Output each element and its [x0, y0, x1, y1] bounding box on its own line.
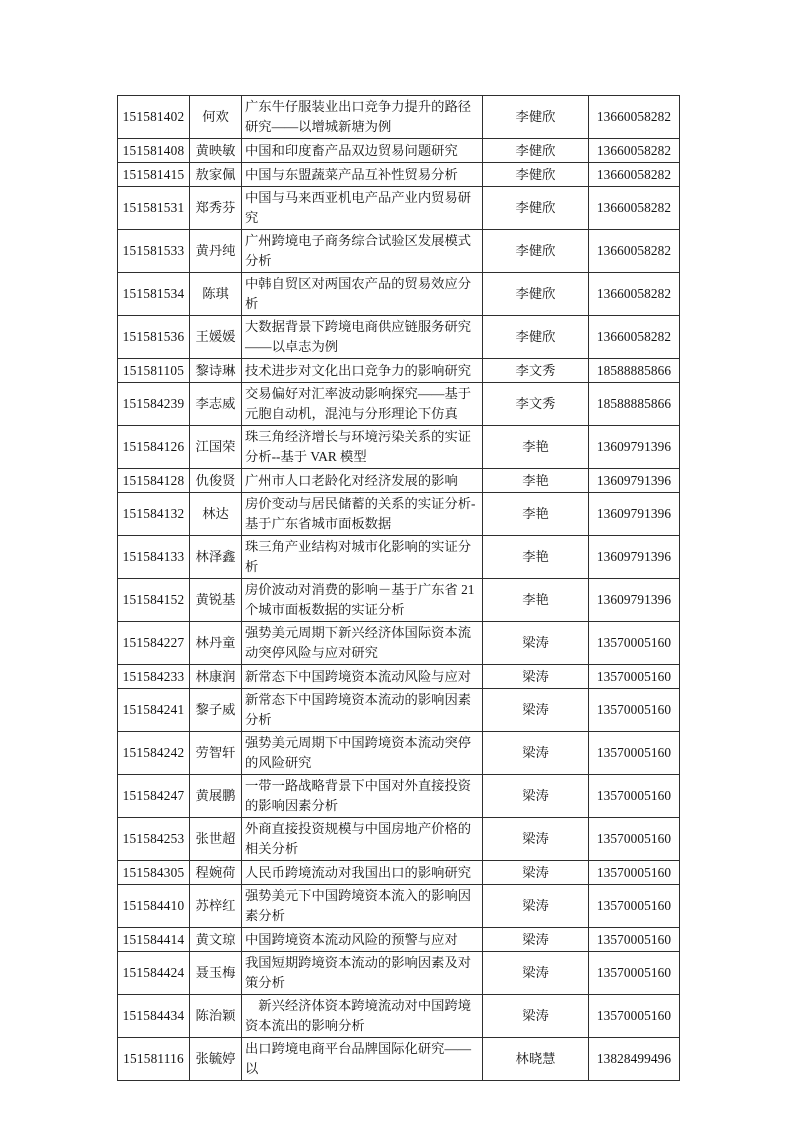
phone-cell: 13828499496	[589, 1038, 680, 1081]
phone-cell: 18588885866	[589, 383, 680, 426]
advisor-cell: 梁涛	[483, 928, 589, 952]
student-name-cell: 黄展鹏	[190, 775, 242, 818]
advisor-cell: 李健欣	[483, 273, 589, 316]
roster-row	[118, 187, 680, 230]
advisor-cell: 梁涛	[483, 665, 589, 689]
phone-cell: 13570005160	[589, 861, 680, 885]
thesis-title-cell: 交易偏好对汇率波动影响探究——基于元胞自动机，混沌与分形理论下仿真	[242, 383, 483, 426]
roster-row	[118, 689, 680, 732]
thesis-title-cell: 中国与东盟蔬菜产品互补性贸易分析	[242, 163, 483, 187]
advisor-cell: 梁涛	[483, 732, 589, 775]
thesis-title-cell: 中国跨境资本流动风险的预警与应对	[242, 928, 483, 952]
roster-row	[118, 995, 680, 1038]
advisor-cell: 李健欣	[483, 316, 589, 359]
student-id-cell: 151581116	[118, 1038, 190, 1081]
student-id-cell: 151584241	[118, 689, 190, 732]
roster-table-wrap	[117, 95, 679, 1081]
roster-row	[118, 579, 680, 622]
roster-row	[118, 96, 680, 139]
advisor-cell: 李健欣	[483, 187, 589, 230]
thesis-title-cell: 广州市人口老龄化对经济发展的影响	[242, 469, 483, 493]
phone-cell: 13660058282	[589, 163, 680, 187]
advisor-cell: 林晓慧	[483, 1038, 589, 1081]
phone-cell: 18588885866	[589, 359, 680, 383]
student-name-cell: 陈琪	[190, 273, 242, 316]
thesis-title-cell: 新常态下中国跨境资本流动的影响因素分析	[242, 689, 483, 732]
thesis-title-cell: 中韩自贸区对两国农产品的贸易效应分析	[242, 273, 483, 316]
thesis-title-cell: 一带一路战略背景下中国对外直接投资的影响因素分析	[242, 775, 483, 818]
student-name-cell: 仇俊贤	[190, 469, 242, 493]
phone-cell: 13660058282	[589, 139, 680, 163]
student-name-cell: 黎子威	[190, 689, 242, 732]
roster-row	[118, 1038, 680, 1081]
phone-cell: 13570005160	[589, 952, 680, 995]
roster-row	[118, 665, 680, 689]
thesis-title-cell: 新兴经济体资本跨境流动对中国跨境资本流出的影响分析	[242, 995, 483, 1038]
advisor-cell: 李艳	[483, 426, 589, 469]
student-name-cell: 程婉荷	[190, 861, 242, 885]
student-name-cell: 劳智轩	[190, 732, 242, 775]
student-name-cell: 李志威	[190, 383, 242, 426]
phone-cell: 13570005160	[589, 732, 680, 775]
thesis-title-cell: 珠三角产业结构对城市化影响的实证分析	[242, 536, 483, 579]
roster-row	[118, 928, 680, 952]
roster-row	[118, 163, 680, 187]
advisor-cell: 李健欣	[483, 96, 589, 139]
phone-cell: 13660058282	[589, 273, 680, 316]
roster-row	[118, 952, 680, 995]
advisor-cell: 梁涛	[483, 689, 589, 732]
student-name-cell: 苏梓红	[190, 885, 242, 928]
student-id-cell: 151584253	[118, 818, 190, 861]
advisor-cell: 梁涛	[483, 952, 589, 995]
student-name-cell: 林达	[190, 493, 242, 536]
roster-row	[118, 469, 680, 493]
thesis-title-cell: 房价波动对消费的影响－基于广东省 21 个城市面板数据的实证分析	[242, 579, 483, 622]
roster-row	[118, 316, 680, 359]
student-id-cell: 151581533	[118, 230, 190, 273]
student-name-cell: 黄映敏	[190, 139, 242, 163]
phone-cell: 13660058282	[589, 187, 680, 230]
phone-cell: 13570005160	[589, 689, 680, 732]
student-id-cell: 151584414	[118, 928, 190, 952]
advisor-cell: 李健欣	[483, 163, 589, 187]
student-name-cell: 敖家佩	[190, 163, 242, 187]
roster-row	[118, 861, 680, 885]
student-id-cell: 151584424	[118, 952, 190, 995]
student-id-cell: 151581536	[118, 316, 190, 359]
advisor-cell: 李文秀	[483, 383, 589, 426]
student-name-cell: 江国荣	[190, 426, 242, 469]
thesis-title-cell: 中国与马来西亚机电产品产业内贸易研究	[242, 187, 483, 230]
phone-cell: 13570005160	[589, 995, 680, 1038]
student-name-cell: 黎诗琳	[190, 359, 242, 383]
phone-cell: 13609791396	[589, 426, 680, 469]
roster-row	[118, 885, 680, 928]
student-id-cell: 151584133	[118, 536, 190, 579]
advisor-cell: 李艳	[483, 579, 589, 622]
student-id-cell: 151584239	[118, 383, 190, 426]
student-name-cell: 聂玉梅	[190, 952, 242, 995]
student-id-cell: 151581402	[118, 96, 190, 139]
phone-cell: 13570005160	[589, 928, 680, 952]
roster-row	[118, 818, 680, 861]
student-id-cell: 151584132	[118, 493, 190, 536]
advisor-cell: 梁涛	[483, 818, 589, 861]
roster-row	[118, 775, 680, 818]
phone-cell: 13609791396	[589, 469, 680, 493]
advisor-cell: 梁涛	[483, 861, 589, 885]
advisor-cell: 梁涛	[483, 622, 589, 665]
phone-cell: 13660058282	[589, 316, 680, 359]
student-id-cell: 151584128	[118, 469, 190, 493]
phone-cell: 13660058282	[589, 96, 680, 139]
thesis-title-cell: 技术进步对文化出口竞争力的影响研究	[242, 359, 483, 383]
student-name-cell: 郑秀芬	[190, 187, 242, 230]
phone-cell: 13570005160	[589, 885, 680, 928]
advisor-cell: 李艳	[483, 536, 589, 579]
thesis-title-cell: 广东牛仔服装业出口竞争力提升的路径研究——以增城新塘为例	[242, 96, 483, 139]
phone-cell: 13609791396	[589, 536, 680, 579]
roster-row	[118, 139, 680, 163]
student-id-cell: 151584410	[118, 885, 190, 928]
student-name-cell: 林泽鑫	[190, 536, 242, 579]
advisor-cell: 李健欣	[483, 139, 589, 163]
roster-row	[118, 622, 680, 665]
thesis-title-cell: 房价变动与居民储蓄的关系的实证分析-基于广东省城市面板数据	[242, 493, 483, 536]
student-name-cell: 何欢	[190, 96, 242, 139]
student-id-cell: 151584247	[118, 775, 190, 818]
student-name-cell: 张世超	[190, 818, 242, 861]
student-name-cell: 林丹童	[190, 622, 242, 665]
thesis-title-cell: 中国和印度畜产品双边贸易问题研究	[242, 139, 483, 163]
student-name-cell: 王媛媛	[190, 316, 242, 359]
student-id-cell: 151584242	[118, 732, 190, 775]
thesis-title-cell: 强势美元周期下中国跨境资本流动突停的风险研究	[242, 732, 483, 775]
phone-cell: 13609791396	[589, 579, 680, 622]
roster-row	[118, 359, 680, 383]
thesis-title-cell: 强势美元下中国跨境资本流入的影响因素分析	[242, 885, 483, 928]
advisor-cell: 李艳	[483, 493, 589, 536]
advisor-cell: 李健欣	[483, 230, 589, 273]
student-id-cell: 151581408	[118, 139, 190, 163]
student-name-cell: 张毓婷	[190, 1038, 242, 1081]
roster-row	[118, 230, 680, 273]
student-name-cell: 陈治颖	[190, 995, 242, 1038]
roster-row	[118, 732, 680, 775]
roster-row	[118, 383, 680, 426]
student-id-cell: 151584305	[118, 861, 190, 885]
student-id-cell: 151581531	[118, 187, 190, 230]
phone-cell: 13609791396	[589, 493, 680, 536]
student-name-cell: 林康润	[190, 665, 242, 689]
roster-row	[118, 426, 680, 469]
student-id-cell: 151584126	[118, 426, 190, 469]
thesis-title-cell: 大数据背景下跨境电商供应链服务研究——以卓志为例	[242, 316, 483, 359]
advisor-cell: 李艳	[483, 469, 589, 493]
thesis-title-cell: 外商直接投资规模与中国房地产价格的相关分析	[242, 818, 483, 861]
roster-row	[118, 493, 680, 536]
thesis-title-cell: 新常态下中国跨境资本流动风险与应对	[242, 665, 483, 689]
phone-cell: 13570005160	[589, 818, 680, 861]
student-id-cell: 151584233	[118, 665, 190, 689]
student-name-cell: 黄文琼	[190, 928, 242, 952]
phone-cell: 13570005160	[589, 775, 680, 818]
student-id-cell: 151581105	[118, 359, 190, 383]
advisor-cell: 李文秀	[483, 359, 589, 383]
thesis-title-cell: 珠三角经济增长与环境污染关系的实证分析--基于 VAR 模型	[242, 426, 483, 469]
thesis-title-cell: 出口跨境电商平台品牌国际化研究——以	[242, 1038, 483, 1081]
phone-cell: 13570005160	[589, 665, 680, 689]
student-id-cell: 151584434	[118, 995, 190, 1038]
student-id-cell: 151581534	[118, 273, 190, 316]
phone-cell: 13570005160	[589, 622, 680, 665]
thesis-roster-table	[117, 95, 680, 1081]
student-name-cell: 黄锐基	[190, 579, 242, 622]
advisor-cell: 梁涛	[483, 775, 589, 818]
thesis-title-cell: 人民币跨境流动对我国出口的影响研究	[242, 861, 483, 885]
student-id-cell: 151584227	[118, 622, 190, 665]
student-name-cell: 黄丹纯	[190, 230, 242, 273]
roster-row	[118, 273, 680, 316]
thesis-title-cell: 强势美元周期下新兴经济体国际资本流动突停风险与应对研究	[242, 622, 483, 665]
thesis-title-cell: 我国短期跨境资本流动的影响因素及对策分析	[242, 952, 483, 995]
advisor-cell: 梁涛	[483, 885, 589, 928]
student-id-cell: 151584152	[118, 579, 190, 622]
advisor-cell: 梁涛	[483, 995, 589, 1038]
phone-cell: 13660058282	[589, 230, 680, 273]
roster-table-body	[118, 96, 680, 1081]
thesis-title-cell: 广州跨境电子商务综合试验区发展模式分析	[242, 230, 483, 273]
student-id-cell: 151581415	[118, 163, 190, 187]
roster-row	[118, 536, 680, 579]
